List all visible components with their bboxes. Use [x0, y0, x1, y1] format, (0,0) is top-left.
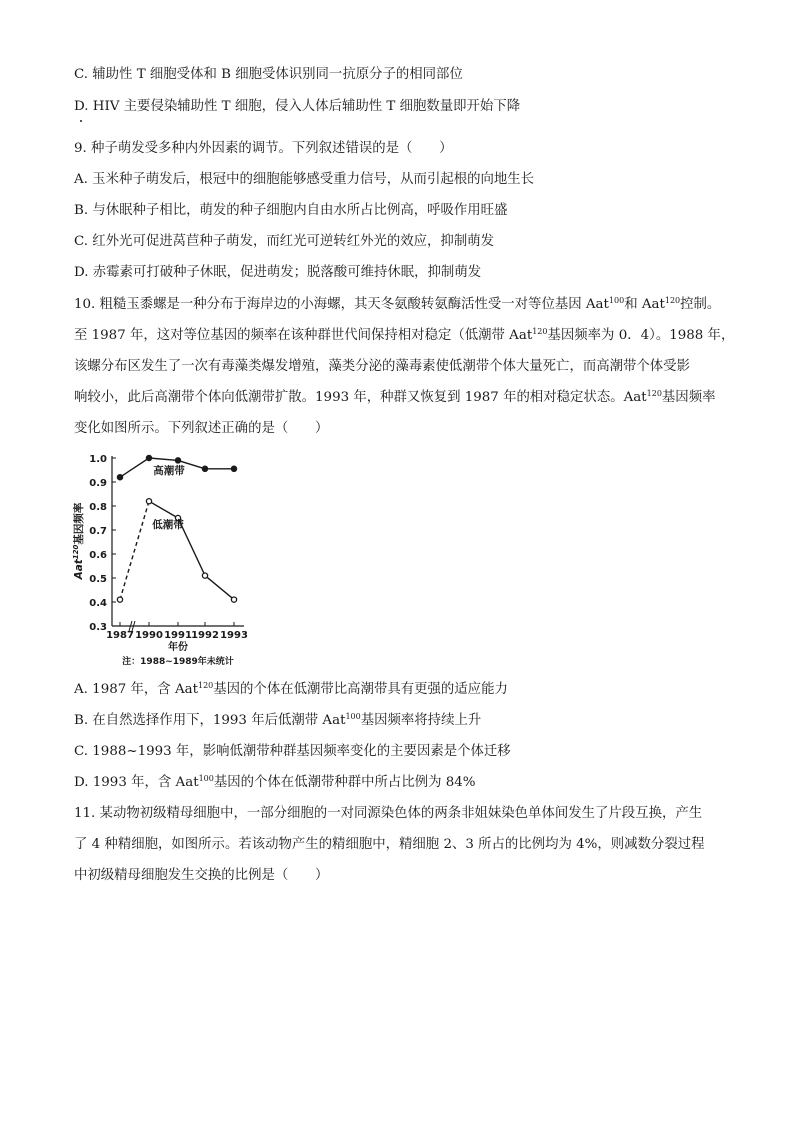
- q10-stem-line5: 变化如图所示。下列叙述正确的是（ ）: [74, 421, 329, 436]
- y-tick-label-5: 0.5: [89, 574, 107, 585]
- q10-stem-line2: 至 1987 年，这对等位基因的频率在该种群世代间保持相对稳定（低潮带 Aat$^{120}$基因频率为 0．4）。1988 年，: [74, 327, 735, 343]
- q8-option-d: D. HIV 主要侵染辅助性 T 细胞，侵入人体后辅助性 T 细胞数量即开始下降: [74, 99, 521, 114]
- q11-stem-line2: 了 4 种精细胞，如图所示。若该动物产生的精细胞中，精细胞 2、3 所占的比例均为 4%，则减数分裂过程: [74, 837, 705, 852]
- series-1-point-3: [202, 573, 207, 578]
- y-tick-label-7: 0.3: [89, 622, 107, 633]
- q9-option-a: A. 玉米种子萌发后，根冠中的细胞能够感受重力信号，从而引起根的向地生长: [74, 172, 535, 187]
- y-tick-label-4: 0.6: [89, 550, 107, 561]
- x-tick-label-0: 1987: [106, 630, 134, 641]
- q9-option-b: B. 与休眠种子相比，萌发的种子细胞内自由水所占比例高，呼吸作用旺盛: [74, 203, 508, 218]
- q10-option-b: B. 在自然选择作用下，1993 年后低潮带 Aat$^{100}$基因频率将持续上升: [74, 712, 482, 728]
- series-1-segment-1: [149, 501, 178, 518]
- series-0-segment-0: [120, 458, 149, 477]
- series-1-point-0: [117, 597, 122, 602]
- q11-stem-line1: 11. 某动物初级精母细胞中，一部分细胞的一对同源染色体的两条非姐妹染色单体间发生了片段互换，产生: [74, 806, 703, 821]
- q10-option-c: C. 1988~1993 年，影响低潮带种群基因频率变化的主要因素是个体迁移: [74, 744, 511, 759]
- q11-stem-line3: 中初级精母细胞发生交换的比例是（ ）: [74, 868, 329, 883]
- q10-stem-line3: 该螺分布区发生了一次有毒藻类爆发增殖，藻类分泌的藻毒素使低潮带个体大量死亡，而高潮带个体受影: [74, 359, 690, 374]
- stray-dot: [80, 120, 82, 122]
- series-0-segment-1: [149, 458, 178, 460]
- q9-stem: 9. 种子萌发受多种内外因素的调节。下列叙述错误的是（ ）: [74, 141, 453, 156]
- y-tick-label-2: 0.8: [89, 502, 107, 513]
- x-tick-label-3: 1992: [191, 630, 219, 641]
- x-tick-label-1: 1990: [135, 630, 163, 641]
- q8-option-c: C. 辅助性 T 细胞受体和 B 细胞受体识别同一抗原分子的相同部位: [74, 67, 463, 82]
- x-tick-label-2: 1991: [164, 630, 192, 641]
- series-1-segment-3: [205, 576, 234, 600]
- y-axis-label: Aat$^{120}$基因频率: [72, 502, 85, 580]
- q10-stem-line4: 响较小，此后高潮带个体向低潮带扩散。1993 年，种群又恢复到 1987 年的相对稳定状态。Aat$^{120}$基因频率: [74, 389, 716, 405]
- q10-option-d: D. 1993 年，含 Aat$^{100}$基因的个体在低潮带种群中所占比例为 84%: [74, 774, 476, 790]
- q9-option-d: D. 赤霉素可打破种子休眠，促进萌发；脱落酸可维持休眠，抑制萌发: [74, 265, 482, 280]
- x-axis-label: 年份: [168, 642, 188, 653]
- series-1-point-4: [231, 597, 236, 602]
- series-1-segment-0: [120, 501, 149, 599]
- series-0-point-1: [146, 455, 151, 460]
- series-0-point-0: [117, 475, 122, 480]
- series-label-1: 低潮带: [152, 519, 184, 531]
- y-tick-label-3: 0.7: [89, 526, 107, 537]
- chart-note: 注：1988~1989年未统计: [122, 657, 234, 667]
- y-tick-label-6: 0.4: [89, 598, 107, 609]
- y-tick-label-0: 1.0: [89, 454, 107, 465]
- q9-option-c: C. 红外光可促进莴苣种子萌发，而红光可逆转红外光的效应，抑制萌发: [74, 234, 494, 249]
- series-0-point-3: [202, 466, 207, 471]
- y-tick-label-1: 0.9: [89, 478, 107, 489]
- series-0-point-2: [175, 458, 180, 463]
- series-0-point-4: [231, 466, 236, 471]
- series-1-point-1: [146, 499, 151, 504]
- series-label-0: 高潮带: [153, 465, 185, 477]
- chart-axes: [112, 456, 244, 631]
- q10-option-a: A. 1987 年，含 Aat$^{120}$基因的个体在低潮带比高潮带具有更强的适应能力: [74, 681, 508, 697]
- x-tick-label-4: 1993: [220, 630, 248, 641]
- allele-frequency-chart: [72, 448, 262, 674]
- q10-stem-line1: 10. 粗糙玉黍螺是一种分布于海岸边的小海螺，其天冬氨酸转氨酶活性受一对等位基因 Aat$^{100}$和 Aat$^{120}$控制。: [74, 296, 721, 312]
